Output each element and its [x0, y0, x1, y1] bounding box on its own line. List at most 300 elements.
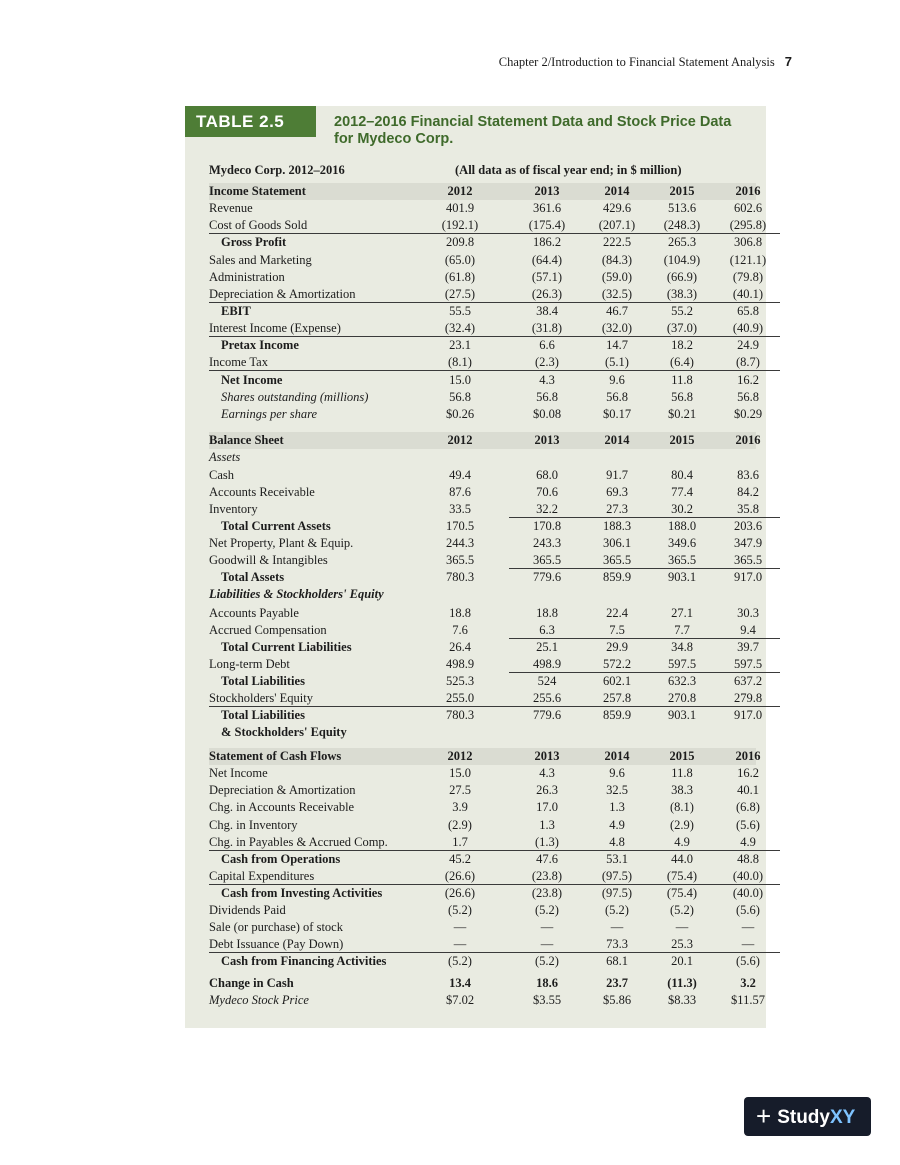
row-value: 40.1	[737, 783, 759, 797]
row-value: 513.6	[667, 201, 697, 215]
row-value: 859.9	[602, 708, 632, 722]
row-label: Interest Income (Expense)	[209, 321, 341, 335]
table-row	[209, 518, 763, 535]
table-row	[209, 303, 759, 320]
table-title-line1: 2012–2016 Financial Statement Data and Stock Price Data	[334, 114, 732, 130]
row-value: 4.3	[539, 373, 555, 387]
table-row	[209, 622, 756, 639]
row-label: Stockholders' Equity	[209, 691, 313, 705]
row-value: 361.6	[532, 201, 562, 215]
table-row	[209, 992, 765, 1009]
table-row	[209, 690, 763, 707]
row-label: Debt Issuance (Pay Down)	[209, 937, 344, 951]
table-row	[209, 748, 761, 765]
table-row	[209, 724, 756, 741]
row-value: $0.17	[602, 407, 632, 421]
row-value: 2013	[534, 433, 560, 447]
row-value: 15.0	[449, 766, 471, 780]
row-value: $8.33	[667, 993, 697, 1007]
row-value: 2013	[534, 749, 560, 763]
table-row	[209, 605, 759, 622]
row-value: 903.1	[667, 570, 697, 584]
row-value: 1.7	[452, 835, 468, 849]
row-value: 87.6	[449, 485, 471, 499]
row-rule	[209, 952, 780, 953]
row-label: & Stockholders' Equity	[221, 725, 347, 739]
row-value: 1.3	[539, 818, 555, 832]
row-label: Earnings per share	[221, 407, 318, 421]
row-label: Goodwill & Intangibles	[209, 553, 328, 567]
table-row	[209, 673, 763, 690]
row-value: 2015	[669, 184, 695, 198]
row-value: 2015	[669, 749, 695, 763]
row-value: (5.2)	[448, 954, 472, 968]
row-value: (40.1)	[732, 287, 764, 301]
row-label: Mydeco Stock Price	[209, 993, 309, 1007]
row-value: 17.0	[536, 800, 558, 814]
row-value: 349.6	[667, 536, 697, 550]
row-value: (2.9)	[448, 818, 472, 832]
row-label: Net Income	[221, 373, 283, 387]
row-value: 56.8	[671, 390, 693, 404]
row-value: 15.0	[449, 373, 471, 387]
row-value: 33.5	[449, 502, 471, 516]
row-value: 632.3	[667, 674, 697, 688]
table-row	[209, 389, 759, 406]
row-value: 2014	[604, 433, 630, 447]
row-value: 7.6	[452, 623, 468, 637]
row-value: (97.5)	[601, 886, 633, 900]
row-value: 498.9	[532, 657, 562, 671]
row-value: 9.4	[740, 623, 756, 637]
row-label: Sales and Marketing	[209, 253, 312, 267]
row-value: (31.8)	[531, 321, 563, 335]
row-value: 9.6	[609, 766, 625, 780]
row-value: 56.8	[737, 390, 759, 404]
row-value: 917.0	[733, 708, 763, 722]
row-value: 30.2	[671, 502, 693, 516]
row-value: 44.0	[671, 852, 693, 866]
row-value: (104.9)	[663, 253, 701, 267]
row-value: $11.57	[731, 993, 765, 1007]
row-value: 365.5	[602, 553, 632, 567]
row-value: —	[741, 937, 755, 951]
row-rule	[209, 706, 780, 707]
row-value: 429.6	[602, 201, 632, 215]
row-value: 4.8	[609, 835, 625, 849]
row-value: 917.0	[733, 570, 763, 584]
row-value: (26.3)	[531, 287, 563, 301]
row-label: Dividends Paid	[209, 903, 286, 917]
row-value: 203.6	[733, 519, 763, 533]
row-value: 209.8	[445, 235, 475, 249]
row-label: Gross Profit	[221, 235, 287, 249]
row-value: 11.8	[671, 766, 693, 780]
row-value: 170.5	[445, 519, 475, 533]
row-label: Long-term Debt	[209, 657, 290, 671]
row-value: (61.8)	[444, 270, 476, 284]
row-value: 265.3	[667, 235, 697, 249]
row-label: Total Current Liabilities	[221, 640, 352, 654]
row-value: 18.8	[536, 606, 558, 620]
row-value: 780.3	[445, 570, 475, 584]
row-value: 80.4	[671, 468, 693, 482]
row-value: 27.5	[449, 783, 471, 797]
table-row	[209, 569, 763, 586]
row-value: (175.4)	[528, 218, 566, 232]
table-row	[209, 885, 764, 902]
row-value: 4.9	[609, 818, 625, 832]
row-label: Income Tax	[209, 355, 268, 369]
row-value: 56.8	[449, 390, 471, 404]
row-value: (5.2)	[535, 954, 559, 968]
row-value: (5.6)	[736, 818, 760, 832]
row-value: 222.5	[602, 235, 632, 249]
row-value: (192.1)	[441, 218, 479, 232]
row-rule	[209, 336, 780, 337]
row-value: 32.5	[606, 783, 628, 797]
row-value: —	[540, 937, 554, 951]
row-value: $5.86	[602, 993, 632, 1007]
row-label: Chg. in Inventory	[209, 818, 298, 832]
table-row	[209, 337, 759, 354]
row-value: 48.8	[737, 852, 759, 866]
row-label: Sale (or purchase) of stock	[209, 920, 343, 934]
row-value: (75.4)	[666, 869, 698, 883]
row-value: (5.6)	[736, 903, 760, 917]
row-value: 16.2	[737, 373, 759, 387]
row-value: (66.9)	[666, 270, 698, 284]
table-row	[209, 799, 760, 816]
row-value: 29.9	[606, 640, 628, 654]
table-row	[209, 902, 760, 919]
row-label: Cash	[209, 468, 234, 482]
table-row	[209, 817, 760, 834]
row-value: 38.3	[671, 783, 693, 797]
row-value: 32.2	[536, 502, 558, 516]
row-value: 35.8	[737, 502, 759, 516]
table-row	[209, 552, 763, 569]
row-value: 365.5	[445, 553, 475, 567]
table-row	[209, 252, 767, 269]
table-row	[209, 320, 764, 337]
row-value: 2012	[447, 433, 473, 447]
row-label: Accounts Receivable	[209, 485, 315, 499]
row-value: —	[741, 920, 755, 934]
row-value: 27.3	[606, 502, 628, 516]
row-value: 779.6	[532, 708, 562, 722]
row-value: 18.8	[449, 606, 471, 620]
table-row	[209, 217, 767, 234]
table-row	[209, 432, 761, 449]
row-value: (8.7)	[736, 355, 760, 369]
running-head-text: Chapter 2/Introduction to Financial Statement Analysis	[498, 55, 775, 69]
row-label: Total Current Assets	[221, 519, 331, 533]
table-row	[209, 936, 756, 953]
row-value: 56.8	[606, 390, 628, 404]
row-label: Cost of Goods Sold	[209, 218, 308, 232]
row-rule	[209, 302, 780, 303]
row-value: (57.1)	[531, 270, 563, 284]
row-value: 27.1	[671, 606, 693, 620]
row-value: 243.3	[532, 536, 562, 550]
row-value: (37.0)	[666, 321, 698, 335]
row-value: 270.8	[667, 691, 697, 705]
row-value: (8.1)	[670, 800, 694, 814]
row-value: $0.08	[532, 407, 562, 421]
row-value: (8.1)	[448, 355, 472, 369]
row-label: Chg. in Accounts Receivable	[209, 800, 355, 814]
row-value: 65.8	[737, 304, 759, 318]
row-value: (5.2)	[670, 903, 694, 917]
row-value: 69.3	[606, 485, 628, 499]
row-value: 188.3	[602, 519, 632, 533]
row-value: (23.8)	[531, 869, 563, 883]
row-value: 2015	[669, 433, 695, 447]
row-value: 70.6	[536, 485, 558, 499]
table-row	[209, 183, 761, 200]
row-value: 45.2	[449, 852, 471, 866]
row-value: 23.7	[606, 976, 628, 990]
row-value: 30.3	[737, 606, 759, 620]
row-value: (84.3)	[601, 253, 633, 267]
row-rule	[209, 884, 780, 885]
row-rule	[209, 370, 780, 371]
row-label: Net Income	[209, 766, 268, 780]
table-row	[209, 586, 756, 603]
table-tag: TABLE 2.5	[185, 106, 316, 137]
table-row	[209, 975, 756, 992]
heading-left: Mydeco Corp. 2012–2016	[209, 163, 345, 177]
row-label: Balance Sheet	[209, 433, 284, 447]
row-value: (23.8)	[531, 886, 563, 900]
row-value: (5.1)	[605, 355, 629, 369]
row-value: 6.3	[539, 623, 555, 637]
row-value: 257.8	[602, 691, 632, 705]
row-value: (27.5)	[444, 287, 476, 301]
row-label: Income Statement	[209, 184, 306, 198]
row-value: (79.8)	[732, 270, 764, 284]
row-value: (2.9)	[670, 818, 694, 832]
row-value: 39.7	[737, 640, 759, 654]
row-value: (38.3)	[666, 287, 698, 301]
row-value: (26.6)	[444, 869, 476, 883]
row-rule	[209, 233, 780, 234]
row-value: (32.4)	[444, 321, 476, 335]
row-value: 186.2	[532, 235, 562, 249]
row-value: 18.2	[671, 338, 693, 352]
row-value: (26.6)	[444, 886, 476, 900]
row-value: 49.4	[449, 468, 471, 482]
table-row	[209, 868, 764, 885]
table-row	[209, 234, 763, 251]
row-value: (64.4)	[531, 253, 563, 267]
studyxy-watermark	[744, 1097, 871, 1136]
row-value: 22.4	[606, 606, 628, 620]
row-label: Accrued Compensation	[209, 623, 327, 637]
row-value: 602.6	[733, 201, 763, 215]
table-heading	[209, 162, 756, 179]
row-value: 2016	[735, 184, 761, 198]
row-value: (40.9)	[732, 321, 764, 335]
row-value: (5.2)	[448, 903, 472, 917]
row-value: (59.0)	[601, 270, 633, 284]
heading-right: (All data as of fiscal year end; in $ million)	[455, 163, 682, 177]
row-value: 2013	[534, 184, 560, 198]
row-value: 46.7	[606, 304, 628, 318]
row-label: Inventory	[209, 502, 258, 516]
row-value: 55.5	[449, 304, 471, 318]
row-value: 524	[537, 674, 557, 688]
row-value: (121.1)	[729, 253, 767, 267]
row-value: (5.2)	[605, 903, 629, 917]
row-value: 306.8	[733, 235, 763, 249]
row-value: (32.0)	[601, 321, 633, 335]
row-value: (1.3)	[535, 835, 559, 849]
row-label: Shares outstanding (millions)	[221, 390, 369, 404]
row-value: —	[610, 920, 624, 934]
row-label: Total Liabilities	[221, 708, 305, 722]
row-value: 255.6	[532, 691, 562, 705]
row-value: $7.02	[445, 993, 475, 1007]
row-value: (11.3)	[667, 976, 697, 990]
row-label: Administration	[209, 270, 285, 284]
row-value: 20.1	[671, 954, 693, 968]
row-value: —	[453, 937, 467, 951]
table-row	[209, 200, 763, 217]
row-value: 7.7	[674, 623, 690, 637]
table-panel	[185, 106, 766, 1028]
table-row	[209, 286, 764, 303]
table-row	[209, 639, 759, 656]
table-row	[209, 765, 759, 782]
row-value: $0.26	[445, 407, 475, 421]
row-value: 365.5	[667, 553, 697, 567]
row-value: 68.0	[536, 468, 558, 482]
row-value: 25.1	[536, 640, 558, 654]
row-value: (2.3)	[535, 355, 559, 369]
row-value: (97.5)	[601, 869, 633, 883]
table-row	[209, 535, 763, 552]
row-value: 13.4	[449, 976, 471, 990]
table-row	[209, 953, 760, 970]
row-label: Statement of Cash Flows	[209, 749, 342, 763]
row-value: 4.9	[740, 835, 756, 849]
row-value: 83.6	[737, 468, 759, 482]
row-label: Cash from Financing Activities	[221, 954, 387, 968]
row-value: 498.9	[445, 657, 475, 671]
row-value: 2016	[735, 749, 761, 763]
table-row	[209, 372, 759, 389]
row-value: (40.0)	[732, 886, 764, 900]
row-label: Chg. in Payables & Accrued Comp.	[209, 835, 388, 849]
row-value: 73.3	[606, 937, 628, 951]
row-value: 2016	[735, 433, 761, 447]
row-value: 365.5	[532, 553, 562, 567]
table-row	[209, 449, 756, 466]
table-row	[209, 467, 759, 484]
row-value: —	[675, 920, 689, 934]
row-value: 2012	[447, 749, 473, 763]
row-value: 14.7	[606, 338, 628, 352]
table-title-line2: for Mydeco Corp.	[334, 131, 454, 147]
table-row	[209, 834, 756, 851]
table-row	[209, 782, 759, 799]
plus-icon: +	[756, 1101, 772, 1131]
row-value: 56.8	[536, 390, 558, 404]
table-row	[209, 501, 759, 518]
row-value: 903.1	[667, 708, 697, 722]
row-value: 34.8	[671, 640, 693, 654]
row-value: 779.6	[532, 570, 562, 584]
table-row	[209, 269, 764, 286]
row-label: Capital Expenditures	[209, 869, 315, 883]
table-row	[209, 484, 759, 501]
row-label: Total Assets	[221, 570, 285, 584]
row-label: Pretax Income	[221, 338, 299, 352]
row-value: (5.2)	[535, 903, 559, 917]
row-value: 11.8	[671, 373, 693, 387]
row-rule	[509, 517, 780, 518]
row-label: Depreciation & Amortization	[209, 783, 356, 797]
row-value: 602.1	[602, 674, 632, 688]
row-value: 53.1	[606, 852, 628, 866]
row-value: $0.21	[667, 407, 697, 421]
row-rule	[509, 638, 780, 639]
row-value: 597.5	[733, 657, 763, 671]
row-value: 859.9	[602, 570, 632, 584]
row-value: (75.4)	[666, 886, 698, 900]
row-value: 47.6	[536, 852, 558, 866]
row-label: Assets	[209, 450, 241, 464]
table-row	[209, 406, 763, 423]
row-label: Change in Cash	[209, 976, 294, 990]
row-value: 347.9	[733, 536, 763, 550]
row-value: 597.5	[667, 657, 697, 671]
row-value: 306.1	[602, 536, 632, 550]
row-value: 2014	[604, 184, 630, 198]
row-value: 26.3	[536, 783, 558, 797]
table-row	[209, 851, 759, 868]
row-value: 26.4	[449, 640, 471, 654]
table-row	[209, 656, 763, 673]
row-value: 55.2	[671, 304, 693, 318]
row-label: Net Property, Plant & Equip.	[209, 536, 354, 550]
brand-xy: XY	[829, 1107, 856, 1128]
row-rule	[509, 568, 780, 569]
brand-study: Study	[777, 1107, 830, 1128]
row-value: 23.1	[449, 338, 471, 352]
row-value: 279.8	[733, 691, 763, 705]
row-value: 38.4	[536, 304, 558, 318]
row-label: EBIT	[221, 304, 251, 318]
row-value: 3.9	[452, 800, 468, 814]
row-value: 24.9	[737, 338, 759, 352]
row-value: 244.3	[445, 536, 475, 550]
row-value: 18.6	[536, 976, 558, 990]
row-value: 2014	[604, 749, 630, 763]
row-value: (6.8)	[736, 800, 760, 814]
row-value: (295.8)	[729, 218, 767, 232]
row-value: 3.2	[740, 976, 756, 990]
row-label: Total Liabilities	[221, 674, 305, 688]
row-value: 401.9	[445, 201, 475, 215]
row-value: 84.2	[737, 485, 759, 499]
row-value: 9.6	[609, 373, 625, 387]
row-value: (65.0)	[444, 253, 476, 267]
table-title	[334, 114, 754, 148]
row-rule	[509, 672, 780, 673]
